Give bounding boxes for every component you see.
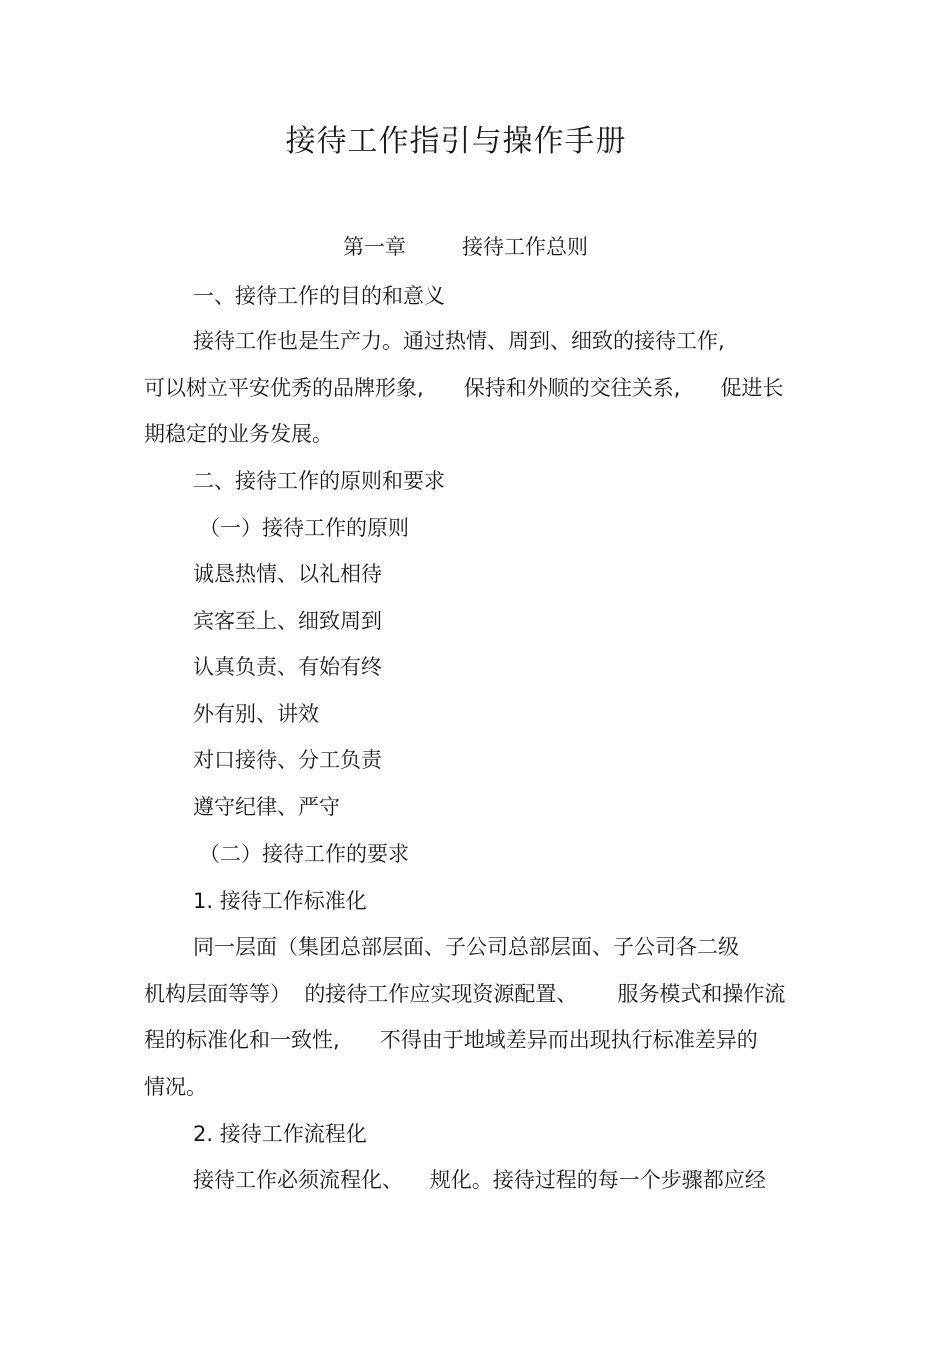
section-heading-2: 二、接待工作的原则和要求 [193,469,445,493]
paragraph-line: 同一层面（集团总部层面、子公司总部层面、子公司各二级 [193,935,739,959]
paragraph-line: 期稳定的业务发展。 [144,422,333,446]
principle-item: 诚恳热情、以礼相待 [193,562,382,586]
principle-item: 对口接待、分工负责 [193,748,382,772]
chapter-name: 接待工作总则 [462,235,588,259]
principle-item: 认真负责、有始有终 [193,655,382,679]
paragraph-line: 情况。 [144,1075,207,1099]
subsection-heading: （二）接待工作的要求 [199,842,409,866]
paragraph-line: 程的标准化和一致性, 不得由于地域差异而出现执行标准差异的 [144,1028,758,1052]
principle-item: 宾客至上、细致周到 [193,609,382,633]
document-title: 接待工作指引与操作手册 [285,124,627,159]
paragraph-line: 机构层面等等） 的接待工作应实现资源配置、 服务模式和操作流 [144,982,786,1006]
numbered-heading: 2. 接待工作流程化 [193,1122,367,1146]
numbered-heading: 1. 接待工作标准化 [193,889,367,913]
section-heading-1: 一、接待工作的目的和意义 [193,284,445,308]
principle-item: 外有别、讲效 [193,702,319,726]
subsection-heading: （一）接待工作的原则 [199,516,409,540]
principle-item: 遵守纪律、严守 [193,795,340,819]
paragraph-line: 接待工作必须流程化、 规化。接待过程的每一个步骤都应经 [193,1168,766,1192]
paragraph-line: 可以树立平安优秀的品牌形象, 保持和外顺的交往关系, 促进长 [144,376,784,400]
paragraph-line: 接待工作也是生产力。通过热情、周到、细致的接待工作, [193,329,725,353]
chapter-number: 第一章 [343,235,406,259]
chapter-heading [343,232,588,262]
